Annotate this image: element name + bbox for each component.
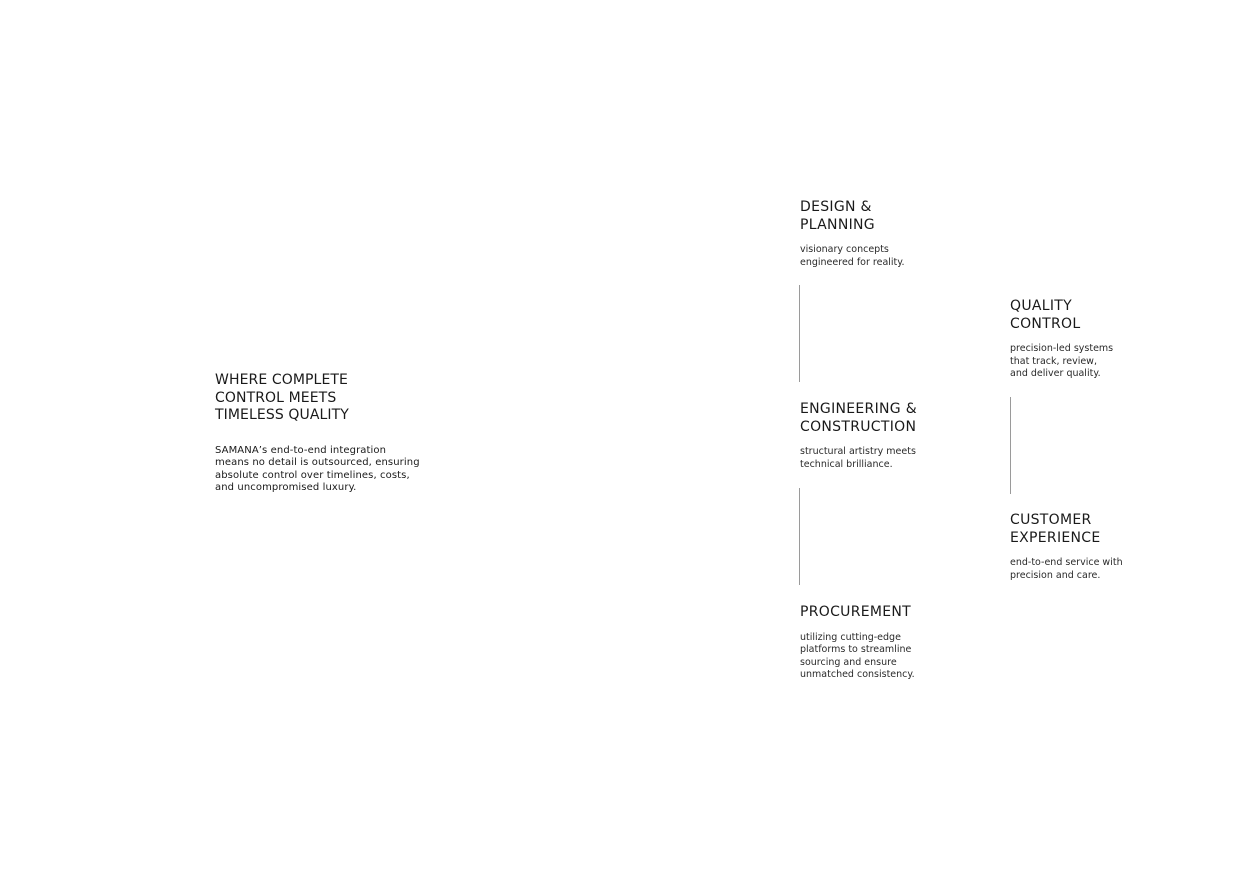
step-description: end-to-end service with precision and care. bbox=[1010, 557, 1123, 581]
step-description: precision-led systems that track, review, and deliver quality. bbox=[1010, 343, 1114, 379]
step-description: utilizing cutting-edge platforms to streamline sourcing and ensure unmatched consistency. bbox=[800, 631, 915, 680]
step-title: ENGINEERING & CONSTRUCTION bbox=[800, 401, 917, 435]
step-title: QUALITY CONTROL bbox=[1010, 298, 1081, 332]
connector-line bbox=[1010, 397, 1011, 494]
intro-body: SAMANA’s end-to-end integration means no detail is outsourced, ensuring absolute control over timelines, costs, and uncompromised luxury. bbox=[215, 444, 420, 493]
step-design-planning bbox=[800, 199, 905, 269]
step-title: CUSTOMER EXPERIENCE bbox=[1010, 512, 1101, 546]
intro-heading: WHERE COMPLETE CONTROL MEETS TIMELESS QUALITY bbox=[215, 372, 349, 423]
step-description: visionary concepts engineered for reality. bbox=[800, 244, 905, 268]
intro-section bbox=[215, 372, 455, 495]
step-description: structural artistry meets technical brilliance. bbox=[800, 446, 916, 470]
connector-line bbox=[799, 488, 800, 585]
step-title: DESIGN & PLANNING bbox=[800, 199, 875, 233]
step-customer-experience bbox=[1010, 512, 1123, 582]
step-engineering-construction bbox=[800, 401, 917, 471]
connector-line bbox=[799, 285, 800, 382]
step-procurement bbox=[800, 604, 915, 682]
step-title: PROCUREMENT bbox=[800, 604, 912, 620]
step-quality-control bbox=[1010, 298, 1113, 381]
